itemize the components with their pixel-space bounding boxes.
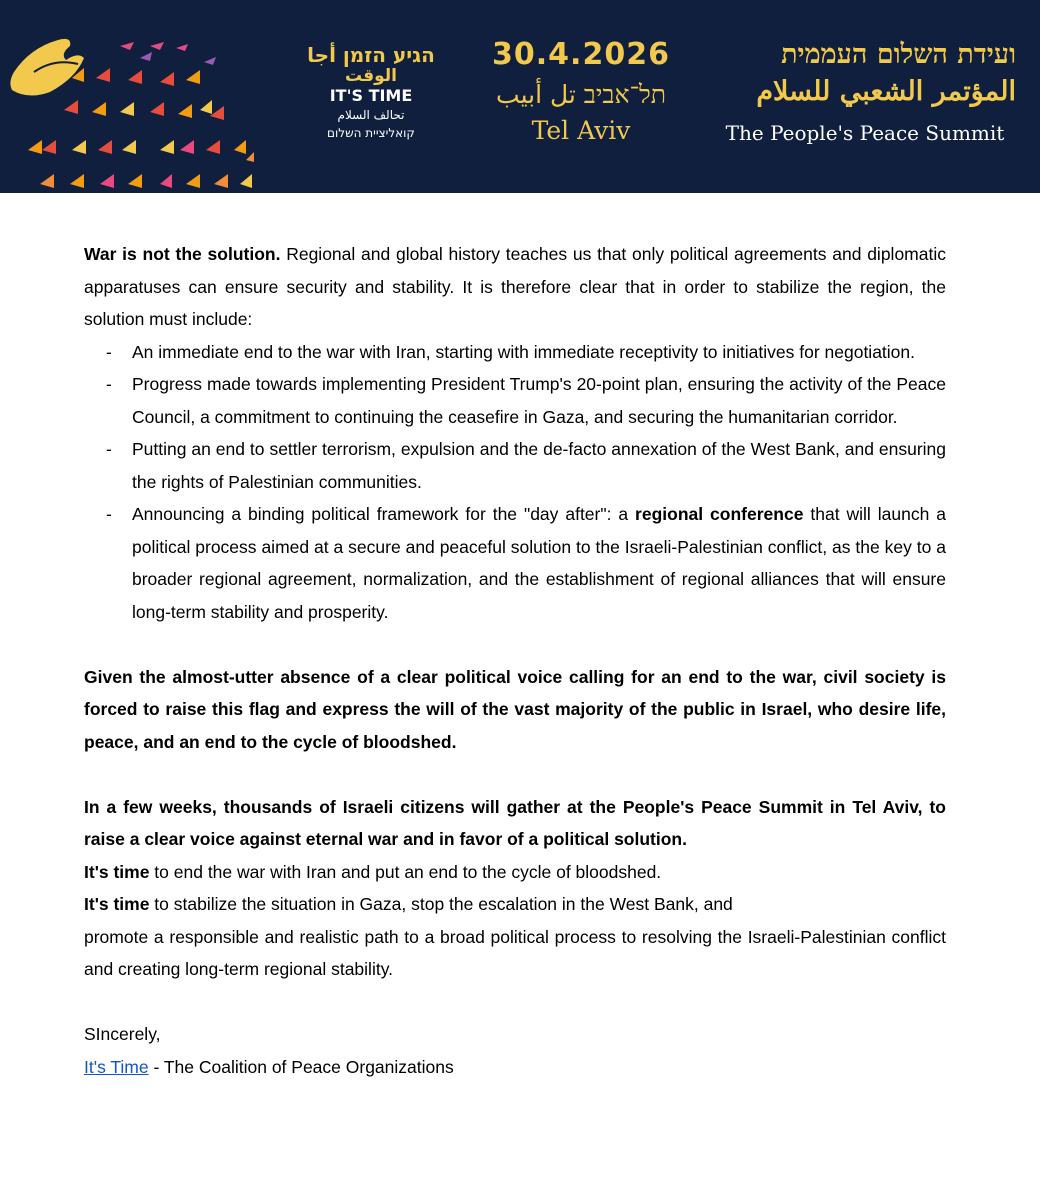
civil-society-paragraph: Given the almost-utter absence of a clear political voice calling for an end to the war, civil society is forced to raise this flag and express the will of the vast majority of the public in Israel, who desire life, peace, and an end to the cycle of bloodshed. (84, 666, 946, 752)
intro-text: Regional and global history teaches us that only political agreements and diplomatic apparatuses can ensure security and stability. It is therefore clear that in order to stabilize the region, the solution must include: (84, 244, 946, 329)
summit-title-arabic: المؤتمر الشعبي للسلام (756, 76, 1016, 107)
list-item (84, 498, 946, 628)
bullet-marker: - (106, 504, 112, 524)
signoff: SIncerely, (84, 1024, 161, 1044)
summit-title-hebrew: ועידת השלום העממית (781, 39, 1016, 70)
event-city-hebrew-arabic: תל־אביב تل أبيب (496, 80, 666, 109)
bullet-marker: - (106, 341, 112, 362)
large-dove-hand-icon (10, 39, 84, 96)
logo-hebrew-arabic-line: הגיע הזמן أجا (307, 43, 435, 67)
signature-text: - The Coalition of Peace Organizations (148, 1056, 454, 1077)
its-time-continuation: promote a responsible and realistic path to a broad political process to resolving the Israeli-Palestinian conflict and creating long-term regional stability. (84, 926, 946, 979)
bullet-text: Announcing a binding political framework for the "day after": a (132, 504, 636, 524)
list-item (84, 433, 946, 498)
its-time-link[interactable]: It's Time (84, 1056, 149, 1077)
summit-banner (0, 0, 1040, 193)
bullet-text: Progress made towards implementing President Trump's 20-point plan, ensuring the activity of the Peace Council, a commitment to continuing the ceasefire in Gaza, and securing the humanitarian corridor. (132, 374, 946, 427)
signature (84, 1051, 946, 1084)
bullet-text: that will launch a political process aimed at a secure and peaceful solution to the Israeli-Palestinian conflict, as the key to a broader regional agreement, normalization, and the establishment of regional alliances that will ensure long-term stability and prosperity. (132, 504, 946, 622)
bullet-marker: - (106, 374, 112, 394)
letter-body (84, 238, 946, 1083)
bullet-text: Putting an end to settler terrorism, expulsion and the de-facto annexation of the West Bank, and ensuring the rights of Palestinian communities. (132, 439, 946, 492)
its-time-logo (296, 44, 446, 142)
its-time-line-2: It's time to stabilize the situation in Gaza, stop the escalation in the West Bank, and (84, 894, 733, 914)
bullet-text: An immediate end to the war with Iran, starting with immediate receptivity to initiatives for negotiation. (132, 341, 916, 362)
logo-english: IT'S TIME (329, 86, 413, 105)
intro-paragraph (84, 238, 946, 336)
event-date-location (466, 38, 696, 148)
solution-list (84, 336, 946, 629)
summit-announcement-paragraph: In a few weeks, thousands of Israeli citizens will gather at the People's Peace Summit in Tel Aviv, to raise a clear voice against eternal war and in favor of a political solution. (84, 796, 946, 849)
intro-bold-statement: War is not the solution. (84, 244, 281, 264)
summit-title-english: The People's Peace Summit (725, 121, 1005, 145)
summit-title (706, 38, 1016, 148)
list-item (84, 368, 946, 433)
logo-coalition-hebrew: קואליציית השלום (327, 126, 415, 140)
event-city-english: Tel Aviv (531, 116, 631, 145)
list-item (84, 336, 946, 369)
logo-arabic-line: الوقت (345, 66, 397, 86)
bullet-marker: - (106, 439, 112, 459)
its-time-line-1: It's time to end the war with Iran and put an end to the cycle of bloodshed. (84, 861, 662, 882)
peace-hands-birds-graphic (0, 0, 270, 193)
event-date: 30.4.2026 (492, 37, 670, 72)
logo-coalition-arabic: تحالف السلام (337, 108, 405, 122)
bullet-bold-text: regional conference (635, 504, 804, 524)
